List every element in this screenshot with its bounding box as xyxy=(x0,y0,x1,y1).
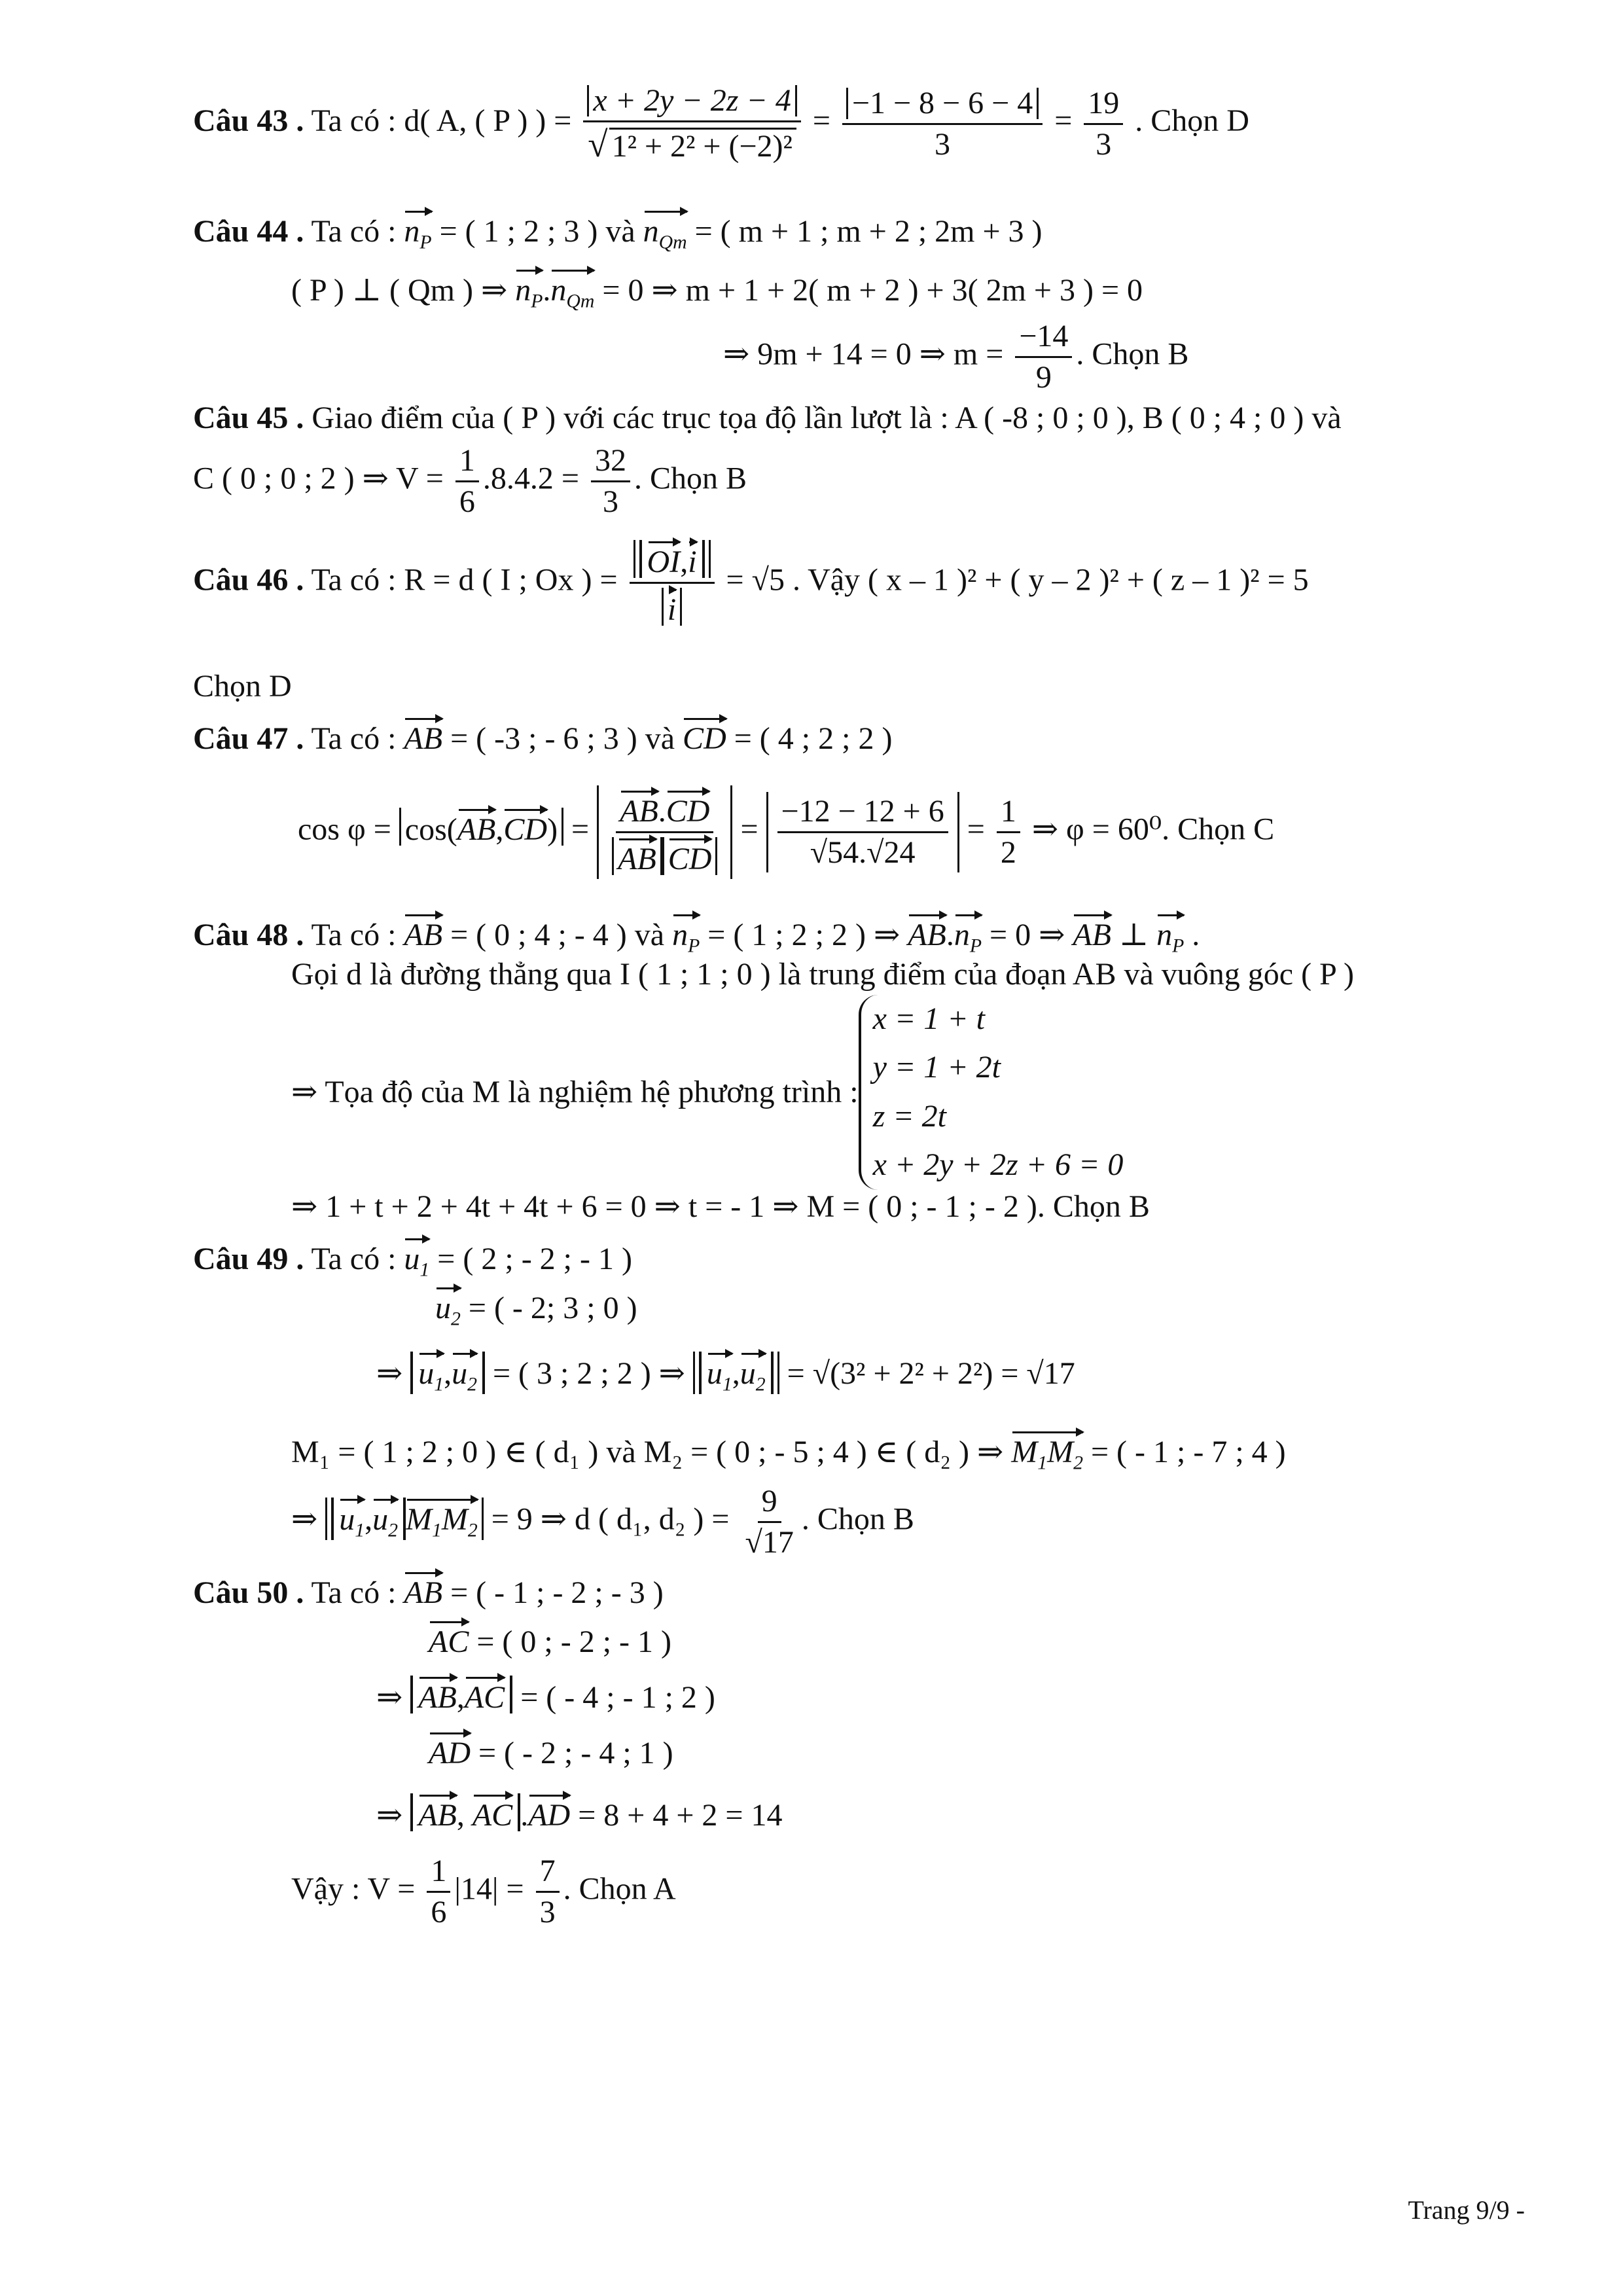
q47-d4: 2 xyxy=(1000,835,1016,870)
q48-line-2 xyxy=(291,959,1354,990)
q49-line-1 xyxy=(193,1237,632,1280)
q47-answer: ⇒ φ = 60⁰. Chọn C xyxy=(1031,812,1275,847)
q48-answer: ⇒ 1 + t + 2 + 4t + 4t + 6 = 0 ⇒ t = - 1 ⇒ M = ( 0 ; - 1 ; - 2 ). Chọn B xyxy=(291,1189,1150,1224)
vector-nQm-2: $n_{Qm}$ xyxy=(550,268,594,311)
q45-f2n: 32 xyxy=(591,445,630,482)
q44-text-c: = ( m + 1 ; m + 2 ; 2m + 3 ) xyxy=(694,214,1043,249)
q46-text-b: = √5 . Vậy ( x – 1 )² + ( y – 2 )² + ( z – 1 )² = 5 xyxy=(726,562,1309,598)
vector-nP-2: $n_P$ xyxy=(515,268,543,311)
q48-eq-1: x = 1 + t xyxy=(872,1001,985,1036)
q49-line-3: ⇒ $u_1,u_2$ = ( 3 ; 2 ; 2 ) ⇒ $u_1,u_2 = √(3^2 + 2^2 + 2^2) = √17$ xyxy=(376,1352,1075,1394)
q48-equation-system xyxy=(859,995,1124,1190)
q44-fraction xyxy=(1015,321,1072,393)
q47-fraction-2 xyxy=(777,796,948,869)
q50-line-1 xyxy=(193,1571,664,1609)
q50-text-c: = ( 0 ; - 2 ; - 1 ) xyxy=(476,1624,672,1659)
q48-eq-2: y = 1 + 2t xyxy=(872,1050,1001,1085)
q48-line-4 xyxy=(291,1191,1150,1223)
q50-line-2 xyxy=(429,1620,671,1658)
q50-text-j: |14| = xyxy=(454,1871,532,1907)
q50-den1: 6 xyxy=(431,1895,447,1929)
q49-line-4 xyxy=(291,1430,1286,1473)
q46-line-1 xyxy=(193,540,1309,626)
q49-text-g: M₁ = ( 1 ; 2 ; 0 ) ∈ ( d₁ ) và M₂ = ( 0 ; - 5 ; 4 ) ∈ ( d₂ ) ⇒ xyxy=(291,1435,1012,1469)
q48-eq-4: x + 2y + 2z + 6 = 0 xyxy=(872,1147,1124,1183)
q47-line-1 xyxy=(193,717,892,755)
q44-answer: . Chọn B xyxy=(1076,336,1189,372)
q49-text-d: ⇒ xyxy=(376,1356,411,1391)
q50-line-4 xyxy=(429,1731,673,1769)
q45-f1d: 6 xyxy=(459,484,475,519)
q47-cos: cos φ = xyxy=(298,812,399,847)
q50-line-3 xyxy=(376,1676,715,1713)
vector-AB: AB xyxy=(404,717,442,755)
vector-AC-50: AC xyxy=(429,1620,469,1658)
vector-AB-48: AB xyxy=(404,913,442,951)
q49-cross-product: $u_1,u_2$ xyxy=(410,1352,485,1394)
q50-text-i: Vậy : V = xyxy=(291,1871,423,1907)
q48-text-g: ⇒ Tọa độ của M là nghiệm hệ phương trình : xyxy=(291,1074,859,1109)
q47-fraction-3 xyxy=(997,796,1020,869)
q50-line-5: ⇒ AB, AC .AD = 8 + 4 + 2 = 14 xyxy=(376,1793,782,1831)
vector-AD-50: AD xyxy=(429,1731,471,1769)
q47-text-a: Ta có : xyxy=(311,721,404,756)
q48-line-1: Câu 48 . Ta có : AB = ( 0 ; 4 ; - 4 ) và $n_P$ = ( 1 ; 2 ; 2 ) ⇒ $AB.n_P = 0$ ⇒ AB ⊥ $n_P$ . xyxy=(193,913,1200,956)
q45-fraction-2 xyxy=(591,445,630,518)
q49-text-h: = ( - 1 ; - 7 ; 4 ) xyxy=(1090,1435,1286,1469)
q48-text-d: = 0 ⇒ xyxy=(990,918,1073,952)
q48-text-c: = ( 1 ; 2 ; 2 ) ⇒ xyxy=(707,918,908,952)
q48-text-a: Ta có : xyxy=(311,918,404,952)
q48-text-e: ⊥ xyxy=(1118,918,1157,952)
q43-den3: 3 xyxy=(1096,126,1112,162)
q50-num2: 7 xyxy=(536,1856,560,1893)
q45-label: Câu 45 . xyxy=(193,401,304,435)
q49-label: Câu 49 . xyxy=(193,1242,304,1276)
q46-label: Câu 46 . xyxy=(193,562,304,598)
q50-den2: 3 xyxy=(539,1895,556,1929)
q43-den2: 3 xyxy=(935,126,951,162)
q50-answer: . Chọn A xyxy=(563,1871,676,1907)
q46-answer: Chọn D xyxy=(193,669,292,704)
q45-text-b: .8.4.2 = xyxy=(482,461,587,496)
q49-num: 9 xyxy=(758,1486,781,1523)
vector-nP-48c: $n_P$ xyxy=(1156,913,1184,956)
q44-num: −14 xyxy=(1015,321,1072,358)
q47-n3: −12 − 12 + 6 xyxy=(777,796,948,833)
vector-nQm: $n_{Qm}$ xyxy=(643,209,687,252)
q47-text-b: = ( -3 ; - 6 ; 3 ) và xyxy=(450,721,683,756)
q47-fraction-1: $\frac{AB.CD}{\text{AB CD}}$ xyxy=(608,789,721,875)
q49-text-a: Ta có : xyxy=(311,1242,404,1276)
q43-answer: . Chọn D xyxy=(1135,103,1249,139)
q43-num3: 19 xyxy=(1084,88,1123,125)
page-number-footer: Trang 9/9 - xyxy=(1408,2195,1525,2225)
q49-text-e: = ( 3 ; 2 ; 2 ) ⇒ xyxy=(492,1356,693,1391)
q47-line-2: cos φ = cos(AB,CD) = $\frac{AB.CD}{\text{AB CD}}$ = $\frac{-12 - 12 + 6}{√54.√24}$ = $\frac{1}{2}$ ⇒ φ = 60⁰. Chọn C xyxy=(298,785,1274,879)
vector-nP-48b: $n_P$ xyxy=(954,913,982,956)
q49-line-2 xyxy=(435,1286,637,1329)
vector-nP-48: $n_P$ xyxy=(672,913,700,956)
q49-line-5: ⇒ $u_1,u_2$ $M_1M_2 = 9$ ⇒ d ( d₁, d₂ ) = $\frac{9}{√17}$ . Chọn B xyxy=(291,1484,914,1560)
vector-AB-48b: AB xyxy=(908,913,946,951)
vector-u1: $u_1$ xyxy=(404,1237,429,1280)
q46-fraction: $\frac{OI,i}{i}$ xyxy=(630,540,715,626)
q48-text-f: Gọi d là đường thẳng qua I ( 1 ; 1 ; 0 ) là trung điểm của đoạn AB và vuông góc ( P ) xyxy=(291,957,1354,992)
q47-d3: √54.√24 xyxy=(810,835,916,870)
q50-text-f: = ( - 2 ; - 4 ; 1 ) xyxy=(478,1736,673,1770)
q44-den: 9 xyxy=(1035,360,1052,395)
q46-line-2 xyxy=(193,671,292,702)
q43-num2: −1 − 8 − 6 − 4 xyxy=(846,88,1039,119)
q45-fraction-1 xyxy=(455,445,479,518)
q50-text-e: = ( - 4 ; - 1 ; 2 ) xyxy=(520,1680,715,1715)
q44-text-b: = ( 1 ; 2 ; 3 ) và xyxy=(439,214,643,249)
vector-nP: $n_P$ xyxy=(404,209,431,252)
q45-line-2 xyxy=(193,445,747,518)
q49-answer: . Chọn B xyxy=(801,1501,914,1537)
q50-line-6 xyxy=(291,1856,676,1928)
q45-text: Giao điểm của ( P ) với các trục tọa độ lần lượt là : A ( -8 ; 0 ; 0 ), B ( 0 ; 4 ; 0 ) và xyxy=(304,401,1342,435)
q45-text-a: C ( 0 ; 0 ; 2 ) ⇒ V = xyxy=(193,461,452,496)
q43-fraction-3 xyxy=(1084,85,1123,162)
q48-eq-3: z = 2t xyxy=(872,1098,946,1134)
q50-text-b: = ( - 1 ; - 2 ; - 3 ) xyxy=(450,1575,664,1610)
q50-text-a: Ta có : xyxy=(311,1575,404,1610)
q44-text-e: = 0 ⇒ m + 1 + 2( m + 2 ) + 3( 2m + 3 ) = 0 xyxy=(602,273,1143,308)
q44-text-a: Ta có : xyxy=(311,214,404,249)
q50-fraction-2 xyxy=(536,1856,560,1928)
q49-den: √17 xyxy=(745,1525,794,1560)
q44-text-f: ⇒ 9m + 14 = 0 ⇒ m = xyxy=(723,336,1012,372)
vector-M1M2: $M_1M_2$ xyxy=(1011,1430,1083,1473)
q43-label: Câu 43 . xyxy=(193,103,304,139)
q48-text-b: = ( 0 ; 4 ; - 4 ) và xyxy=(450,918,673,952)
q49-fraction xyxy=(741,1486,797,1558)
q45-line-1 xyxy=(193,403,1342,434)
q48-line-3 xyxy=(291,995,1123,1190)
q44-label: Câu 44 . xyxy=(193,214,304,249)
q49-text-j: = 9 ⇒ d ( d₁, d₂ ) = xyxy=(491,1501,738,1537)
q50-fraction-1 xyxy=(427,1856,450,1928)
q50-label: Câu 50 . xyxy=(193,1575,304,1610)
q43-line: Câu 43 . Ta có : d( A, ( P ) ) = $\frac{x + 2y - 2z - 4}{\text{√ 1² + 2² + (−2)²}}$ = $\frac{-1 - 8 - 6 - 4}{3}$ = $\frac{19}{3}$ . Chọn D xyxy=(193,83,1249,164)
q47-n4: 1 xyxy=(997,796,1020,833)
q44-line-2: ( P ) ⊥ ( Qm ) ⇒ $n_P.n_{Qm} = 0$ ⇒ m + 1 + 2( m + 2 ) + 3( 2m + 3 ) = 0 xyxy=(291,268,1143,311)
q44-line-1 xyxy=(193,209,1043,252)
q48-label: Câu 48 . xyxy=(193,918,304,952)
q45-f2d: 3 xyxy=(602,484,618,519)
q50-num1: 1 xyxy=(427,1856,450,1893)
q43-text: Ta có : d( A, ( P ) ) = xyxy=(311,103,580,139)
q43-fraction-2 xyxy=(842,85,1043,162)
vector-CD: CD xyxy=(683,717,726,755)
q47-label: Câu 47 . xyxy=(193,721,304,756)
q50-text-g: ⇒ xyxy=(376,1798,411,1833)
q43-den1: 1² + 2² + (−2)² xyxy=(609,128,796,162)
vector-AB-50: AB xyxy=(404,1571,442,1609)
vector-u2: $u_2$ xyxy=(435,1286,461,1329)
q43-num1: x + 2y − 2z − 4 xyxy=(587,85,796,117)
q49-text-f: = √(3² + 2² + 2²) = √17 xyxy=(787,1356,1075,1391)
q43-fraction-1: $\frac{x + 2y - 2z - 4}{\text{√ 1² + 2² + (−2)²}}$ xyxy=(583,85,800,162)
q46-text-a: Ta có : R = d ( I ; Ox ) = xyxy=(311,562,626,598)
q50-cross-product: AB,AC xyxy=(410,1676,512,1713)
q44-text-d: ( P ) ⊥ ( Qm ) ⇒ xyxy=(291,273,516,308)
q47-text-c: = ( 4 ; 2 ; 2 ) xyxy=(734,721,893,756)
vector-AB-48c: AB xyxy=(1073,913,1111,951)
q44-line-3 xyxy=(723,321,1188,393)
q49-text-c: = ( - 2; 3 ; 0 ) xyxy=(468,1291,637,1325)
q45-f1n: 1 xyxy=(455,445,479,482)
q50-text-h: = 8 + 4 + 2 = 14 xyxy=(578,1798,783,1833)
q45-answer: . Chọn B xyxy=(633,461,747,496)
q50-text-d: ⇒ xyxy=(376,1680,411,1715)
q49-text-i: ⇒ xyxy=(291,1501,326,1537)
q49-text-b: = ( 2 ; - 2 ; - 1 ) xyxy=(437,1242,632,1276)
